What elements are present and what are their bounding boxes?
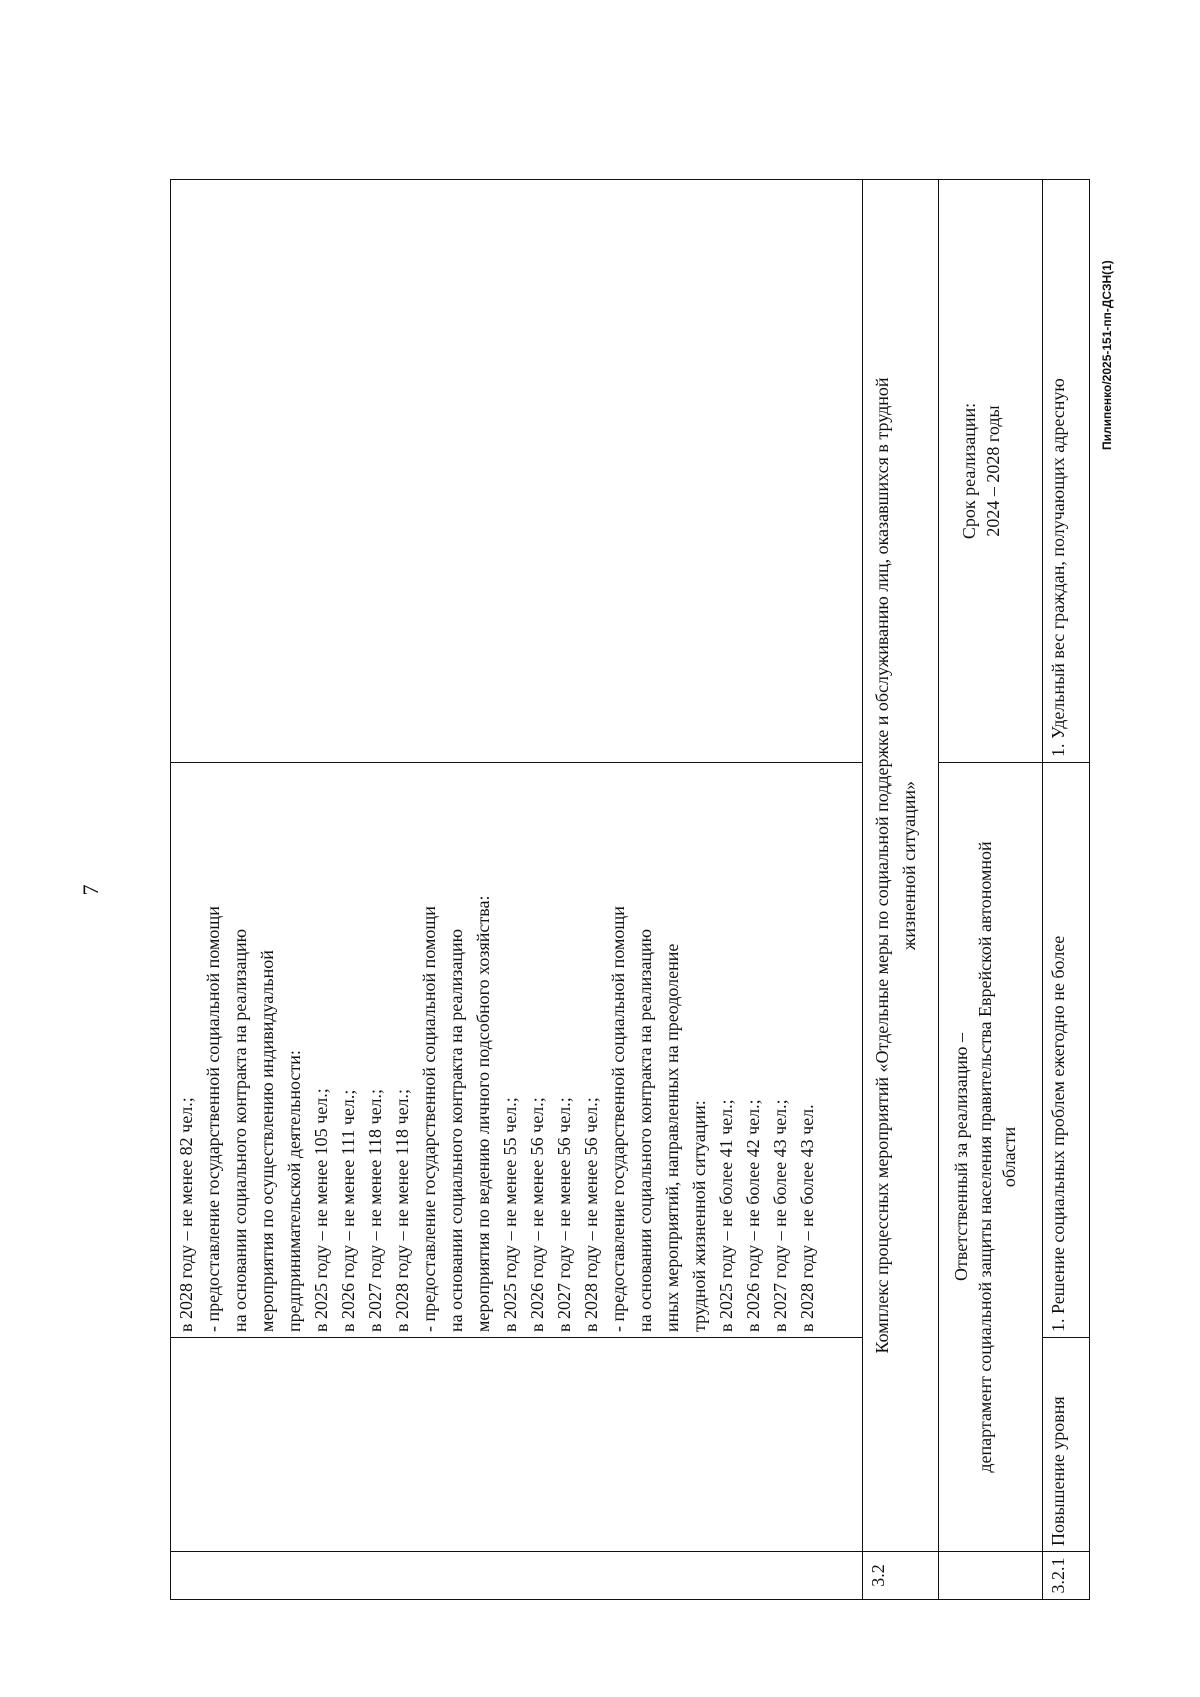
effects-list-line: в 2028 году – не менее 82 чел.;	[176, 1097, 196, 1332]
section-number: 3.2	[862, 1552, 938, 1600]
effects-list-line: в 2028 году – не менее 118 чел.;	[392, 1088, 412, 1332]
effects-list-line: в 2028 году – не менее 56 чел.;	[581, 1097, 601, 1332]
num-cell-empty	[171, 1552, 863, 1600]
term-value: 2024 – 2028 годы	[983, 405, 1004, 537]
document-sheet	[78, 180, 1114, 1600]
effects-list-line: мероприятия по осуществлению индивидуальной	[257, 950, 277, 1332]
section-3-2-row	[862, 180, 938, 1600]
effects-list-line: в 2028 году – не более 43 чел.	[797, 1104, 817, 1332]
effects-list-line: в 2025 году – не менее 105 чел.;	[311, 1088, 331, 1332]
effects-list-line: в 2027 году – не менее 56 чел.;	[554, 1097, 574, 1332]
effect-cell: 1. Решение социальных проблем ежегодно не более	[1043, 763, 1090, 1338]
continuation-row	[171, 180, 863, 1600]
effects-list-line: - предоставление государственной социальной помощи	[419, 906, 439, 1332]
effects-list-line: предпринимательской деятельности:	[284, 1050, 304, 1332]
footer-code: Пилипенко/2025-151-пп-ДСЗН(1)	[1100, 260, 1114, 450]
effects-list-line: мероприятия по ведению личного подсобного хозяйства:	[473, 895, 493, 1332]
effects-list-line: - предоставление государственной социальной помощи	[203, 906, 223, 1332]
term-label: Срок реализации:	[959, 402, 980, 540]
program-table	[170, 179, 1090, 1600]
responsible-cell	[939, 763, 1043, 1552]
task-cell-empty	[171, 1338, 863, 1552]
effects-list	[173, 768, 821, 1332]
effects-list-line: в 2026 году – не более 42 чел.;	[743, 1099, 763, 1332]
section-title	[862, 180, 938, 1552]
task-cell: Повышение уровня	[1043, 1338, 1090, 1552]
effects-list-line: в 2026 году – не менее 111 чел.;	[338, 1089, 358, 1332]
effects-list-line: на основании социального контракта на реализацию	[635, 928, 655, 1332]
effects-list-line: в 2027 году – не более 43 чел.;	[770, 1099, 790, 1332]
effects-list-line: в 2025 году – не более 41 чел.;	[716, 1099, 736, 1332]
num-cell-empty	[939, 1552, 1043, 1600]
effects-list-line: иных мероприятий, направленных на преодоление	[662, 943, 682, 1332]
row-number: 3.2.1	[1043, 1552, 1090, 1600]
responsible-line2: департамент социальной защиты населения правительства Еврейской автономной	[975, 841, 996, 1473]
effects-list-line: на основании социального контракта на реализацию	[446, 928, 466, 1332]
effects-list-line: трудной жизненной ситуации:	[689, 1100, 709, 1332]
row-3-2-1	[1043, 180, 1090, 1600]
effects-list-line: в 2025 году – не менее 55 чел.;	[500, 1097, 520, 1332]
effects-list-line: - предоставление государственной социальной помощи	[608, 906, 628, 1332]
effects-list-cell	[171, 763, 863, 1338]
page-number: 7	[78, 884, 103, 896]
section-title-line2: жизненной ситуации»	[898, 780, 919, 951]
term-cell	[939, 180, 1043, 763]
effects-list-line: в 2027 году – не менее 118 чел.;	[365, 1088, 385, 1332]
indicator-cell-empty	[171, 180, 863, 763]
responsible-line3: области	[999, 1126, 1020, 1188]
effects-list-line: на основании социального контракта на реализацию	[230, 928, 250, 1332]
section-title-line1: Комплекс процессных мероприятий «Отдельные меры по социальной поддержке и обслуживанию лиц, оказавшихся в трудной	[871, 377, 892, 1354]
responsible-row	[939, 180, 1043, 1600]
responsible-line1: Ответственный за реализацию –	[951, 1033, 972, 1281]
indicator-cell: 1. Удельный вес граждан, получающих адресную	[1043, 180, 1090, 763]
effects-list-line: в 2026 году – не менее 56 чел.;	[527, 1097, 547, 1332]
